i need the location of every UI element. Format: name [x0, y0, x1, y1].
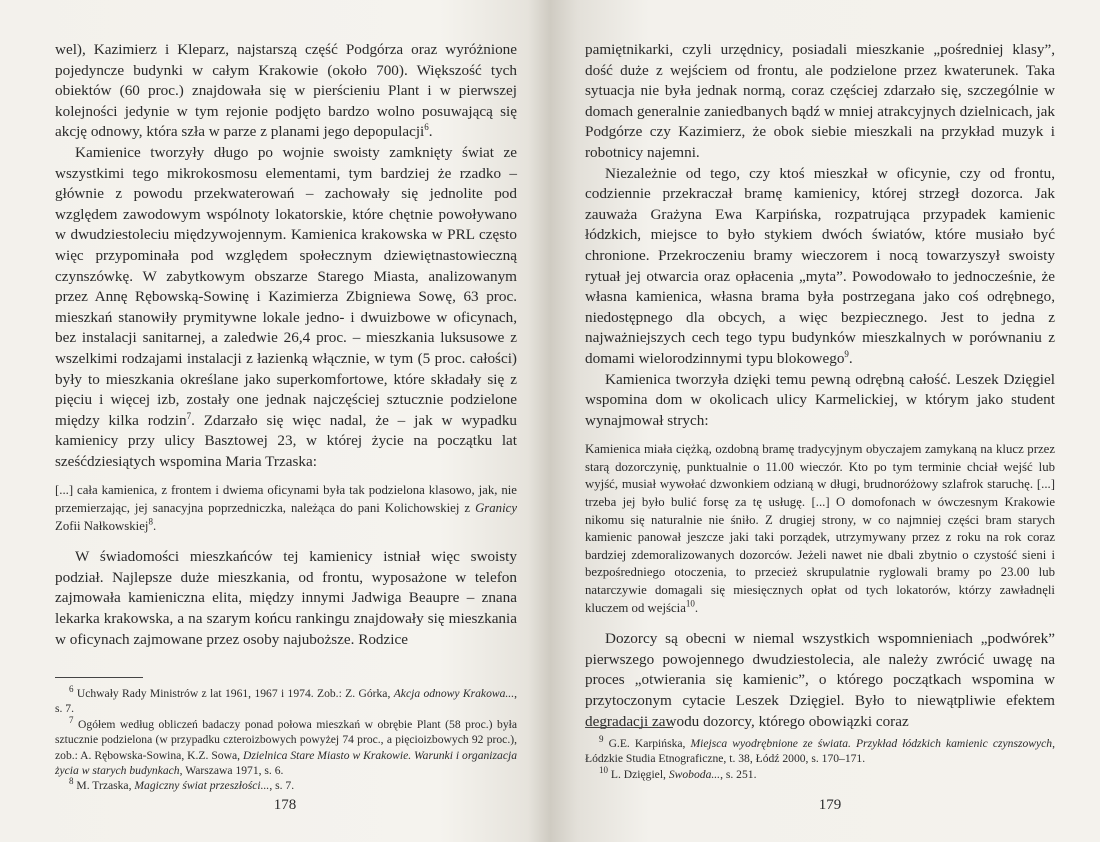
paragraph: Kamienice tworzyły długo po wojnie swoisty zamknięty świat ze wszystkimi tego mikrokosmosu elementami, tym bardziej że rzadko – głównie z powodu przekwaterowań – zachowały się jednolite pod względem zawodowym wspólnoty lokatorskie, które chętnie powoływano w dwudziestoleciu międzywojennym. Kamienica krakowska w PRL często więc przypominała pod względem społecznym dziewiętnastowieczną czynszówkę. W zabytkowym obszarze Starego Miasta, analizowanym przez Annę Rębowską-Sowinę i Kazimierza Zbigniewa Sowę, 63 proc. mieszkań stanowiły prymitywne lokale jedno- i dwuizbowe w oficynach, bez instalacji sanitarnej, a zaledwie 26,4 proc. – mieszkania luksusowe z wszelkimi rodzajami instalacji z łazienką włącznie, w tym (5 proc. całości) były to mieszkania określane jako superkomfortowe, które składały się z pięciu i więcej izb, zostały one jednak najczęściej sztucznie podzielone między kilka rodzin$^7$. Zdarzało się więc nadal, że – jak w wypadku kamienicy przy ulicy Basztowej 23, w której życie na początku lat sześćdziesiątych wspomina Maria Trzaska: — [55, 143, 518, 470]
block-quote: Kamienica miała ciężką, ozdobną bramę tradycyjnym obyczajem zamykaną na klucz przez starą dozorczynię, punktualnie o 11.00 wieczór. Kto po tym terminie chciał wejść lub wyjść, musiał wywołać dzwonkiem odzianą w długi, brudnoróżowy szlafrok staruchę. [...] trzeba jej było bulić forsę za tę usługę. [...] O domofonach w ówczesnym Krakowie nikomu się naturalnie nie śniło. Z drugiej strony, w co najmniej części bram starych kamienic panował jeszcze jaki taki porządek, utrzymywany przez z roku na rok coraz bardziej zdemoralizowanych dozorców. Jeżeli nawet nie dbali zbytnio o czystość sieni i bezpośredniego otoczenia, to przecież skrupulatnie ryglowali bramy po 23.00 lub natarczywie domagali się miesięcznych opłat od tych lokatorów, którzy zawładnęli kluczem od wejścia$^{10}$. — [585, 442, 1055, 615]
footnotes — [585, 705, 1055, 782]
right-body-text — [585, 40, 1055, 732]
footnote: $^7$ Ogółem według obliczeń badaczy ponad połowa mieszkań w obrębie Plant (58 proc.) była sztucznie podzielona (w przypadku czteroizbowych powyżej 74 proc., a pięcioizbowych 92 proc.), zob.: A. Rębowska-Sowina, K.Z. Sowa, Dzielnica Stare Miasto w Krakowie. Warunki i organizacja życia w starych budynkach, Warszawa 1971, s. 6. — [55, 714, 517, 778]
footnote: $^6$ Uchwały Rady Ministrów z lat 1961, 1967 i 1974. Zob.: Z. Górka, Akcja odnowy Krakowa..., s. 7. — [55, 684, 518, 716]
right-page — [550, 0, 1100, 842]
paragraph: Dozorcy są obecni w niemal wszystkich wspomnieniach „podwórek” pierwszego powojennego dwudziestolecia, ale należy zwrócić uwagę na proces „otwierania się kamienic”, o którego początkach wspomina w przytoczonym cytacie Leszek Dzięgiel. Było to niewątpliwie efektem degradacji zawodu dozorcy, którego obowiązki coraz — [585, 630, 1055, 730]
page-number: 178 — [273, 797, 297, 813]
paragraph: wel), Kazimierz i Kleparz, najstarszą część Podgórza oraz wyróżnione pojedyncze budynki w całym Krakowie (około 700). Większość tych obiektów (60 proc.) znajdowała się w pierścieniu Plant i w pierwszej kolejności jedynie w tym rejonie podjęto bardzo wolno posuwającą się akcję odnowy, która szła w parze z planami jego depopulacji$^6$. — [55, 41, 517, 141]
page-number: 179 — [818, 797, 842, 813]
footnote-ref[interactable]: 10 — [685, 598, 695, 609]
footnote: $^8$ M. Trzaska, Magiczny świat przeszłości..., s. 7. — [69, 776, 295, 793]
paragraph: Kamienica tworzyła dzięki temu pewną odrębną całość. Leszek Dzięgiel wspomina dom w okolicach ulicy Karmelickiej, w którym jako student wynajmował strych: — [585, 370, 1055, 429]
footnote: $^9$ G.E. Karpińska, Miejsca wyodrębnione ze świata. Przykład łódzkich kamienic czynszowych, Łódzkie Studia Etnograficzne, t. 38, Łódź 2000, s. 170–171. — [585, 734, 1056, 766]
paragraph: W świadomości mieszkańców tej kamienicy istniał więc swoisty podział. Najlepsze duże mieszkania, od frontu, wyposażone w telefon zajmowała kamieniczna elita, między innymi Jadwiga Beaupre – znana lekarka krakowska, a na szarym końcu rankingu znajdowały się mieszkania w oficynach zajmowane przez osoby najuboższe. Rodzice — [55, 548, 517, 648]
footnote-ref[interactable]: 8 — [148, 516, 153, 527]
footnote: $^{10}$ L. Dzięgiel, Swoboda..., s. 251. — [599, 764, 757, 781]
footnote-ref[interactable]: 7 — [186, 410, 192, 421]
paragraph: Niezależnie od tego, czy ktoś mieszkał w oficynie, czy od frontu, codziennie przekraczał bramę kamienicy, której strzegł dozorca. Jak zauważa Grażyna Ewa Karpińska, rozpatrująca przypadek kamienic łódzkich, miejsce to było stykiem dwóch światów, które musiało być chronione. Przekroczeniu bramy wieczorem i nocą towarzyszył swoisty rytuał jej otwarcia oraz opłacenia „myta”. Powodowało to jednocześnie, że własna kamienica, własna brama była postrzegana jako coś odrębnego, niedostępnego dla obcych, a więc bezpiecznego. Jest to jedna z najważniejszych cech tego typu budynków mieszkalnych w porównaniu z domami wielorodzinnymi typu blokowego$^9$. — [585, 164, 1055, 367]
footnote-rule — [585, 727, 673, 728]
footnote-ref[interactable]: 9 — [844, 348, 849, 359]
block-quote: [...] cała kamienica, z frontem i dwiema oficynami była tak podzielona klasowo, jak, nie przemierzając, jej sanacyjna poprzedniczka, należąca do pani Kolichowskiej z Granicy Zofii Nałkowskiej$^8$. — [55, 483, 517, 533]
footnotes — [55, 655, 517, 794]
left-body-text — [55, 40, 517, 650]
footnote-rule — [55, 677, 143, 678]
footnote-ref[interactable]: 6 — [424, 122, 429, 133]
paragraph: pamiętnikarki, czyli urzędnicy, posiadali mieszkanie „pośredniej klasy”, dość duże z wejściem od frontu, ale podzielone przez kwaterunek. Taka sytuacja nie była jednak normą, coraz częściej zdarzało się, szczególnie w domach generalnie zaniedbanych bądź w mniej atrakcyjnych dzielnicach, jak Podgórze czy Kazimierz, że obok siebie mieszkali na przykład muzyk i robotnicy najemni. — [585, 41, 1055, 161]
